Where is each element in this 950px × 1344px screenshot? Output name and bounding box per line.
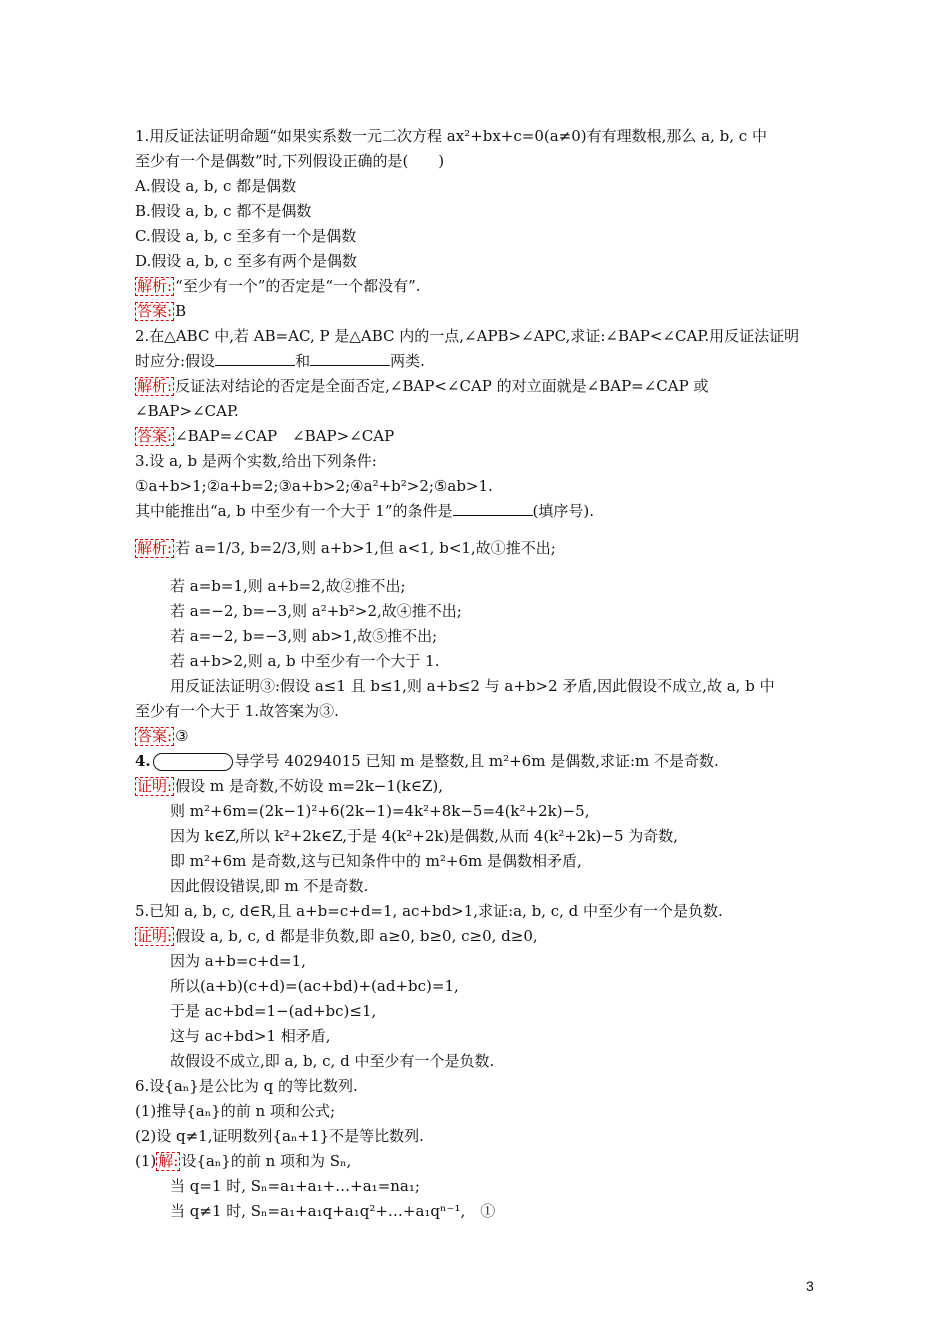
analysis-text: “至少有一个”的否定是“一个都没有”. [175, 277, 421, 295]
q1-option-d: D.假设 a, b, c 至多有两个是偶数 [135, 252, 357, 270]
q1-stem-cont: 至少有一个是偶数”时,下列假设正确的是( ) [135, 152, 445, 170]
q6-solution-label: (1) [135, 1152, 157, 1170]
q4-proof-line: 因此假设错误,即 m 不是奇数. [170, 877, 369, 895]
solution-text: 设{aₙ}的前 n 项和为 Sₙ, [181, 1152, 352, 1170]
q2-text-b: 和 [295, 352, 311, 370]
q6-stem: 6.设{aₙ}是公比为 q 的等比数列. [135, 1077, 358, 1095]
page-number: 3 [806, 1278, 814, 1294]
q2-analysis [135, 374, 825, 398]
fill-blank [453, 499, 533, 516]
analysis-tag: 解析: [137, 277, 173, 295]
analysis-text: 若 a=1/3, b=2/3,则 a+b>1,但 a<1, b<1,故①推不出; [175, 539, 556, 557]
q1-option-a: A.假设 a, b, c 都是偶数 [135, 177, 297, 195]
q2-stem-cont [135, 349, 825, 373]
q4-stem [135, 749, 825, 773]
q1-stem: 1.用反证法证明命题“如果实系数一元二次方程 ax²+bx+c=0(a≠0)有有理数根,那么 a, b, c 中 [135, 127, 767, 145]
q2-text-c: 两类. [390, 352, 425, 370]
fill-blank [215, 349, 295, 366]
q6-part2: (2)设 q≠1,证明数列{aₙ+1}不是等比数列. [135, 1127, 424, 1145]
q3-conditions: ①a+b>1;②a+b=2;③a+b>2;④a²+b²>2;⑤ab>1. [135, 477, 493, 495]
q6-solution [135, 1149, 825, 1173]
q5-stem: 5.已知 a, b, c, d∈R,且 a+b=c+d=1, ac+bd>1,求证:a, b, c, d 中至少有一个是负数. [135, 902, 723, 920]
q5-proof-line: 故假设不成立,即 a, b, c, d 中至少有一个是负数. [170, 1052, 495, 1070]
answer-tag: 答案: [137, 302, 173, 320]
q2-analysis-cont: ∠BAP>∠CAP. [135, 402, 239, 420]
q3-analysis-line: 用反证法证明③:假设 a≤1 且 b≤1,则 a+b≤2 与 a+b>2 矛盾,因此假设不成立,故 a, b 中 [170, 677, 775, 695]
answer-text: ∠BAP=∠CAP ∠BAP>∠CAP [175, 427, 395, 445]
q5-proof-line: 所以(a+b)(c+d)=(ac+bd)+(ad+bc)=1, [170, 977, 459, 995]
proof-tag: 证明: [137, 777, 173, 795]
answer-tag: 答案: [137, 427, 173, 445]
q2-stem: 2.在△ABC 中,若 AB=AC, P 是△ABC 内的一点,∠APB>∠APC,求证:∠BAP<∠CAP.用反证法证明 [135, 327, 800, 345]
q2-text-a: 时应分:假设 [135, 352, 216, 370]
q6-solution-line: 当 q≠1 时, Sₙ=a₁+a₁q+a₁q²+…+a₁qⁿ⁻¹, ① [170, 1202, 496, 1220]
q3-question [135, 499, 825, 523]
q3-question-end: (填序号). [532, 502, 594, 520]
answer-text: ③ [175, 727, 189, 745]
q3-analysis-line: 若 a+b>2,则 a, b 中至少有一个大于 1. [170, 652, 440, 670]
q3-analysis-line: 若 a=b=1,则 a+b=2,故②推不出; [170, 577, 406, 595]
fill-blank [310, 349, 390, 366]
proof-tag: 证明: [137, 927, 173, 945]
q3-analysis-line: 至少有一个大于 1.故答案为③. [135, 702, 339, 720]
q4-text: 导学号 40294015 已知 m 是整数,且 m²+6m 是偶数,求证:m 不是奇数. [234, 752, 719, 770]
proof-text: 假设 a, b, c, d 都是非负数,即 a≥0, b≥0, c≥0, d≥0, [175, 927, 538, 945]
analysis-tag: 解析: [137, 539, 173, 557]
q5-proof-line: 于是 ac+bd=1−(ad+bc)≤1, [170, 1002, 377, 1020]
analysis-text: 反证法对结论的否定是全面否定,∠BAP<∠CAP 的对立面就是∠BAP=∠CAP 或 [175, 377, 709, 395]
answer-tag: 答案: [137, 727, 173, 745]
q3-analysis-line: 若 a=−2, b=−3,则 ab>1,故⑤推不出; [170, 627, 438, 645]
q5-proof [135, 924, 825, 948]
q3-stem: 3.设 a, b 是两个实数,给出下列条件: [135, 452, 377, 470]
q6-part1: (1)推导{aₙ}的前 n 项和公式; [135, 1102, 336, 1120]
q3-answer [135, 724, 825, 748]
q4-proof-line: 则 m²+6m=(2k−1)²+6(2k−1)=4k²+8k−5=4(k²+2k)−5, [170, 802, 590, 820]
q4-proof-line: 因为 k∈Z,所以 k²+2k∈Z,于是 4(k²+2k)是偶数,从而 4(k²+2k)−5 为奇数, [170, 827, 679, 845]
q5-proof-line: 因为 a+b=c+d=1, [170, 952, 306, 970]
q2-answer [135, 424, 825, 448]
q4-proof [135, 774, 825, 798]
q6-solution-line: 当 q=1 时, Sₙ=a₁+a₁+…+a₁=na₁; [170, 1177, 420, 1195]
analysis-tag: 解析: [137, 377, 173, 395]
solution-tag: 解: [158, 1152, 179, 1170]
rounded-label-box [153, 753, 233, 771]
q5-proof-line: 这与 ac+bd>1 相矛盾, [170, 1027, 331, 1045]
q1-option-c: C.假设 a, b, c 至多有一个是偶数 [135, 227, 357, 245]
q1-option-b: B.假设 a, b, c 都不是偶数 [135, 202, 312, 220]
q4-proof-line: 即 m²+6m 是奇数,这与已知条件中的 m²+6m 是偶数相矛盾, [170, 852, 582, 870]
q1-answer [135, 299, 825, 323]
q4-number: 4. [135, 752, 151, 770]
q3-analysis-line: 若 a=−2, b=−3,则 a²+b²>2,故④推不出; [170, 602, 462, 620]
proof-text: 假设 m 是奇数,不妨设 m=2k−1(k∈Z), [175, 777, 443, 795]
q1-analysis [135, 274, 825, 298]
q3-analysis [135, 536, 825, 560]
answer-text: B [175, 302, 187, 320]
q3-question-text: 其中能推出“a, b 中至少有一个大于 1”的条件是 [135, 502, 453, 520]
